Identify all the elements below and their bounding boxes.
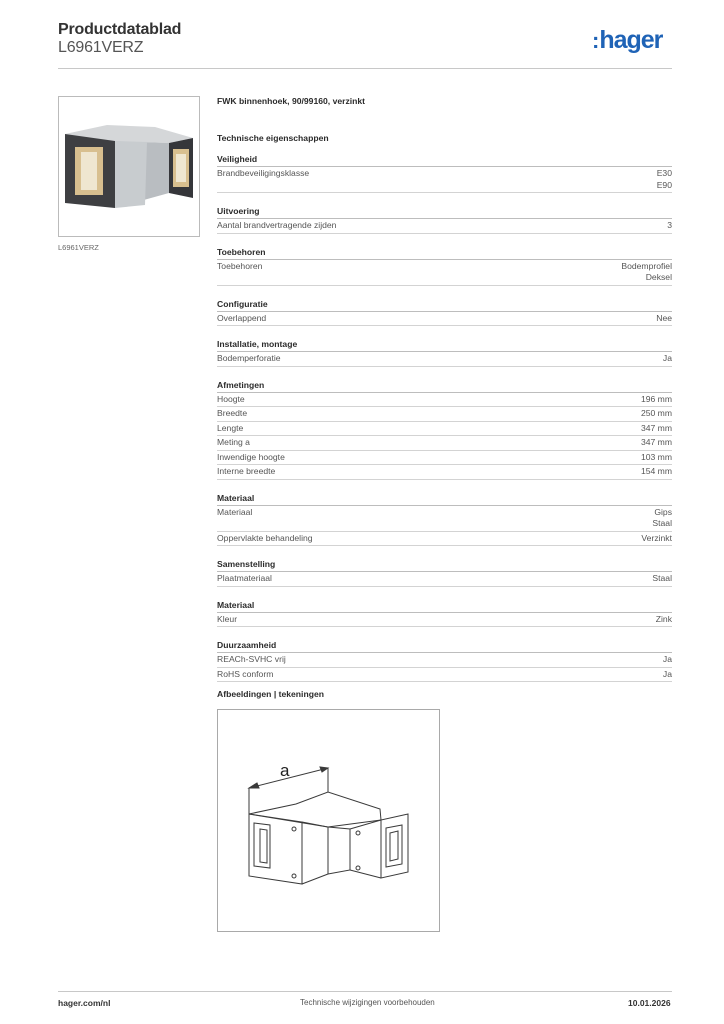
section-heading: Configuratie: [217, 298, 672, 312]
property-section: [217, 153, 672, 193]
property-value-line: Ja: [662, 654, 672, 664]
drawings-title: Afbeeldingen | tekeningen: [217, 689, 324, 699]
property-row: [217, 352, 672, 367]
property-value-line: E90: [656, 179, 672, 190]
property-value-line: Bodemprofiel: [621, 260, 672, 271]
property-value-line: Verzinkt: [641, 532, 672, 543]
property-row: [217, 436, 672, 451]
property-value: [641, 408, 672, 420]
property-label: Toebehoren: [217, 260, 263, 271]
property-sections: [217, 153, 672, 682]
property-value-line: 250 mm: [640, 408, 672, 418]
technical-drawing: [217, 709, 440, 932]
property-label: REACh-SVHC vrij: [217, 654, 286, 664]
property-label: Kleur: [217, 613, 238, 624]
property-label: Brandbeveiligingsklasse: [217, 168, 310, 178]
property-value-line: 347 mm: [640, 437, 672, 447]
property-value: [663, 654, 672, 666]
property-label: Aantal brandvertragende zijden: [217, 220, 337, 230]
property-value-line: 196 mm: [640, 393, 672, 404]
property-value-line: Ja: [662, 668, 672, 679]
property-value: [641, 423, 672, 435]
technical-properties-title: Technische eigenschappen: [217, 133, 329, 143]
property-section: [217, 379, 672, 480]
property-label: Oppervlakte behandeling: [217, 532, 313, 543]
property-value-line: 347 mm: [640, 422, 672, 433]
property-value: [641, 452, 672, 464]
technical-drawing-image: [218, 710, 439, 931]
product-title: FWK binnenhoek, 90/99160, verzinkt: [217, 96, 366, 106]
property-row: [217, 506, 672, 532]
property-row: [217, 219, 672, 234]
property-row: [217, 465, 672, 480]
section-heading: Uitvoering: [217, 205, 672, 219]
technical-data: [217, 96, 672, 694]
property-value: [663, 353, 672, 365]
section-heading: Installatie, montage: [217, 338, 672, 352]
property-row: [217, 312, 672, 327]
section-heading: Materiaal: [217, 492, 672, 506]
hager-logo: [592, 26, 662, 55]
property-row: [217, 653, 672, 668]
property-value-line: Gips: [654, 506, 672, 517]
property-value-line: Zink: [655, 613, 672, 624]
property-label: Lengte: [217, 422, 244, 433]
property-value: [641, 533, 672, 545]
property-value: [657, 168, 672, 191]
property-section: [217, 338, 672, 367]
section-heading: Afmetingen: [217, 379, 672, 393]
property-label: Inwendige hoogte: [217, 451, 285, 462]
property-section: [217, 298, 672, 327]
footer-divider: [58, 991, 672, 992]
property-value-line: E30: [656, 168, 672, 178]
property-row: [217, 407, 672, 422]
section-heading: Samenstelling: [217, 558, 672, 572]
property-label: Materiaal: [217, 506, 253, 517]
property-label: Interne breedte: [217, 466, 276, 476]
property-label: Meting a: [217, 437, 250, 447]
property-value-line: Staal: [652, 518, 672, 528]
property-row: [217, 422, 672, 437]
property-value: [663, 669, 672, 681]
property-value: [656, 313, 672, 325]
section-heading: Toebehoren: [217, 246, 672, 260]
product-photo-image: [59, 97, 199, 236]
property-row: [217, 668, 672, 683]
property-label: Plaatmateriaal: [217, 573, 272, 583]
footer-date: 10.01.2026: [628, 998, 671, 1008]
dimension-label: a: [280, 761, 290, 780]
property-label: Bodemperforatie: [217, 353, 281, 363]
logo-dots: :: [592, 28, 599, 53]
property-section: [217, 205, 672, 234]
property-value: [621, 261, 672, 284]
footer-website[interactable]: hager.com/nl: [58, 998, 111, 1008]
property-label: RoHS conform: [217, 668, 274, 679]
property-row: [217, 260, 672, 286]
property-row: [217, 572, 672, 587]
property-row: [217, 532, 672, 547]
property-value-line: Staal: [652, 573, 672, 583]
property-value: [667, 220, 672, 232]
product-code: L6961VERZ: [58, 39, 144, 56]
property-row: [217, 613, 672, 628]
property-section: [217, 246, 672, 286]
property-value: [652, 573, 672, 585]
property-label: Overlappend: [217, 312, 267, 323]
property-section: [217, 599, 672, 628]
property-label: Breedte: [217, 408, 248, 418]
page-title: Productdatablad: [58, 21, 182, 38]
property-section: [217, 639, 672, 682]
property-row: [217, 393, 672, 408]
product-photo: [58, 96, 200, 237]
header-divider: [58, 68, 672, 69]
section-heading: Duurzaamheid: [217, 639, 672, 653]
section-heading: Materiaal: [217, 599, 672, 613]
property-value: [652, 507, 672, 530]
property-value-line: Nee: [656, 312, 672, 323]
property-row: [217, 451, 672, 466]
property-value-line: Deksel: [645, 272, 672, 282]
property-value: [641, 394, 672, 406]
property-value: [641, 437, 672, 449]
property-value-line: 103 mm: [640, 451, 672, 462]
logo-text: hager: [599, 26, 663, 54]
property-section: [217, 558, 672, 587]
property-value-line: Ja: [662, 353, 672, 363]
property-section: [217, 492, 672, 547]
property-label: Hoogte: [217, 393, 245, 404]
photo-caption: L6961VERZ: [58, 243, 99, 252]
property-value-line: 3: [667, 220, 672, 230]
property-value-line: 154 mm: [640, 466, 672, 476]
property-value: [641, 466, 672, 478]
footer-note: Technische wijzigingen voorbehouden: [300, 998, 435, 1007]
section-heading: Veiligheid: [217, 153, 672, 167]
property-value: [656, 614, 672, 626]
property-row: [217, 167, 672, 193]
